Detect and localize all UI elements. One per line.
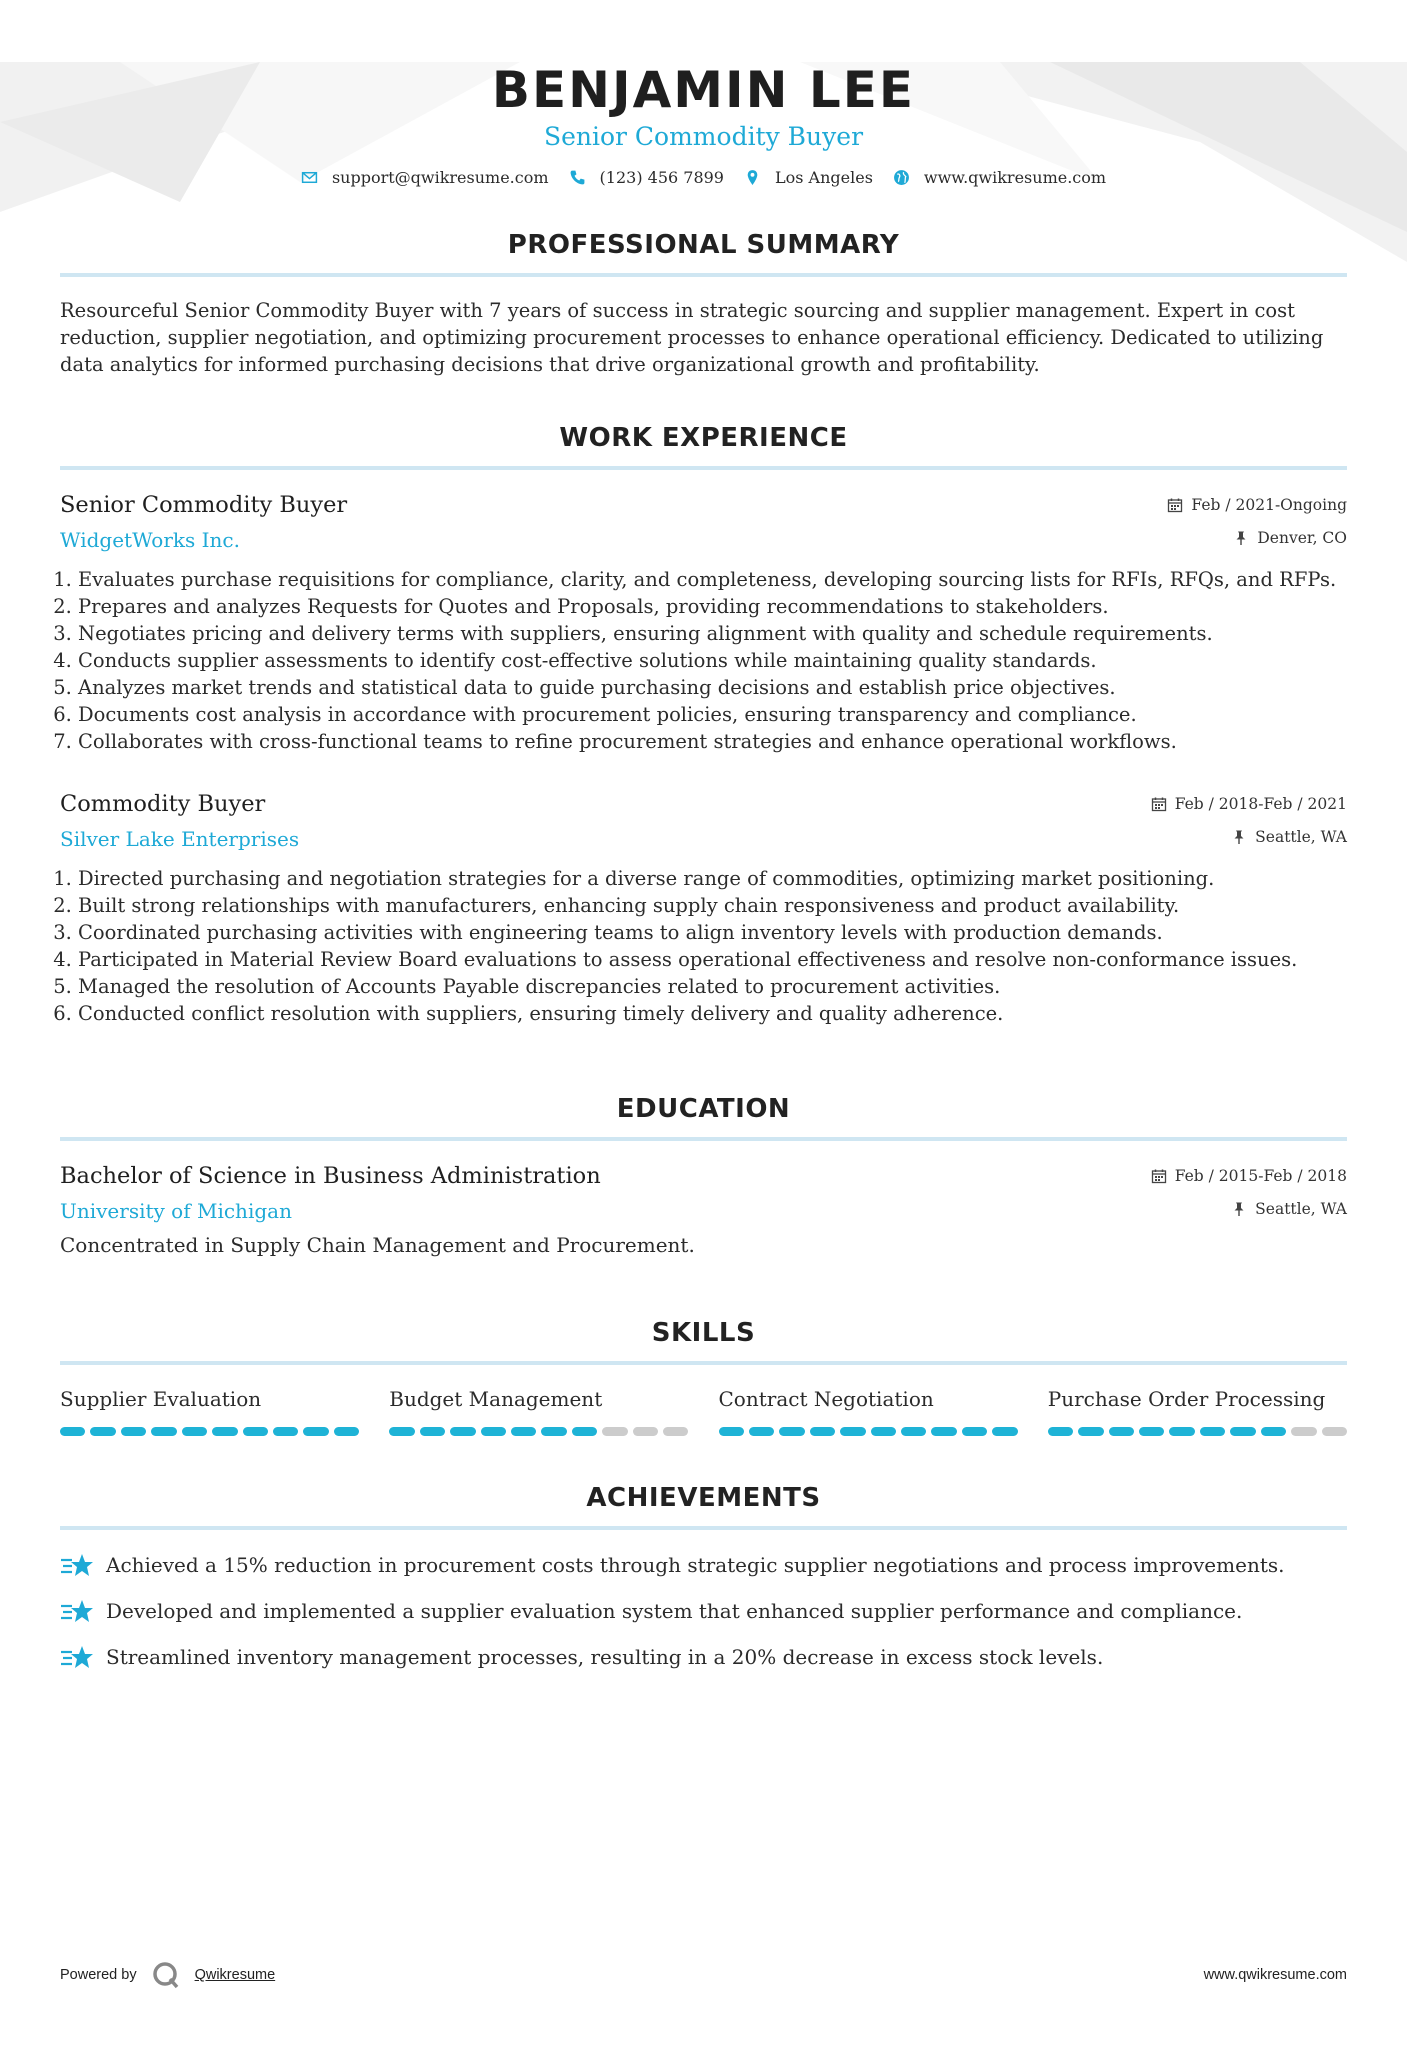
shooting-star-icon <box>60 1550 94 1580</box>
achievements-section <box>60 1482 1347 1672</box>
degree-name: Bachelor of Science in Business Administration <box>60 1163 601 1189</box>
job-dates-text: Feb / 2018-Feb / 2021 <box>1174 795 1347 813</box>
list-item: 4. Conducts supplier assessments to identify cost-effective solutions while maintaining quality standards. <box>78 647 1347 674</box>
skill-segment-filled <box>420 1427 445 1436</box>
summary-text: Resourceful Senior Commodity Buyer with 7 years of success in strategic sourcing and supplier management. Expert in cost reduction, supplier negotiation, and optimizing procurement processes to enhance operational efficiency. Dedicated to utilizing data analytics for informed purchasing decisions that drive organizational growth and profitability. <box>60 299 1324 376</box>
skill-segment-filled <box>749 1427 774 1436</box>
contact-location <box>744 168 873 187</box>
job-entry <box>60 490 1347 755</box>
contact-email[interactable] <box>301 168 549 187</box>
job-responsibilities <box>60 865 1347 1027</box>
qwikresume-logo-icon <box>151 1960 181 1990</box>
education-dates-text: Feb / 2015-Feb / 2018 <box>1174 1167 1347 1185</box>
education-location-text: Seattle, WA <box>1255 1200 1347 1218</box>
summary-section <box>60 229 1347 378</box>
skill-level-bar <box>389 1427 688 1436</box>
footer-website[interactable]: www.qwikresume.com <box>1203 1967 1347 1983</box>
skill-segment-filled <box>779 1427 804 1436</box>
section-divider <box>60 1137 1347 1141</box>
skills-list <box>60 1385 1347 1436</box>
education-location <box>1151 1194 1347 1224</box>
phone-text: (123) 456 7899 <box>599 168 724 187</box>
skill-item <box>719 1385 1018 1436</box>
list-item: 3. Coordinated purchasing activities with engineering teams to align inventory levels with production demands. <box>78 919 1347 946</box>
calendar-icon <box>1151 796 1167 812</box>
contact-row <box>60 168 1347 187</box>
candidate-title: Senior Commodity Buyer <box>543 122 864 151</box>
skill-segment-filled <box>182 1427 207 1436</box>
list-item: 3. Negotiates pricing and delivery terms with suppliers, ensuring alignment with quality and schedule requirements. <box>78 620 1347 647</box>
email-text: support@qwikresume.com <box>331 168 549 187</box>
experience-heading: WORK EXPERIENCE <box>559 423 848 453</box>
skill-segment-empty <box>602 1427 627 1436</box>
skill-segment-empty <box>1322 1427 1347 1436</box>
calendar-icon <box>1167 497 1183 513</box>
list-item: 7. Collaborates with cross-functional teams to refine procurement strategies and enhance operational workflows. <box>78 728 1347 755</box>
skill-segment-filled <box>992 1427 1017 1436</box>
section-divider <box>60 1526 1347 1530</box>
website-text: www.qwikresume.com <box>923 168 1107 187</box>
job-dates-text: Feb / 2021-Ongoing <box>1191 496 1347 514</box>
list-item: 4. Participated in Material Review Board evaluations to assess operational effectiveness and resolve non-conformance issues. <box>78 946 1347 973</box>
job-dates <box>1167 490 1347 520</box>
skill-segment-empty <box>633 1427 658 1436</box>
section-divider <box>60 1361 1347 1365</box>
contact-website[interactable] <box>893 168 1106 187</box>
skill-segment-filled <box>243 1427 268 1436</box>
skill-level-bar <box>60 1427 359 1436</box>
education-entry <box>60 1161 1347 1259</box>
list-item: 1. Evaluates purchase requisitions for compliance, clarity, and completeness, developing sourcing lists for RFIs, RFQs, and RFPs. <box>78 566 1347 593</box>
job-role: Commodity Buyer <box>60 791 266 817</box>
job-location <box>1151 822 1347 852</box>
achievement-text: Streamlined inventory management processes, resulting in a 20% decrease in excess stock levels. <box>106 1645 1104 1669</box>
education-note: Concentrated in Supply Chain Management and Procurement. <box>60 1233 695 1257</box>
map-pin-icon <box>744 169 761 186</box>
list-item: 6. Conducted conflict resolution with suppliers, ensuring timely delivery and quality adherence. <box>78 1000 1347 1027</box>
skills-heading: SKILLS <box>651 1318 756 1348</box>
skill-segment-filled <box>1078 1427 1103 1436</box>
skill-segment-filled <box>303 1427 328 1436</box>
skill-segment-filled <box>90 1427 115 1436</box>
skill-segment-filled <box>962 1427 987 1436</box>
job-dates <box>1151 789 1347 819</box>
envelope-icon <box>301 169 318 186</box>
skill-segment-filled <box>1169 1427 1194 1436</box>
skill-segment-filled <box>273 1427 298 1436</box>
section-divider <box>60 466 1347 470</box>
skill-segment-filled <box>840 1427 865 1436</box>
powered-by <box>60 1960 275 1990</box>
job-company: Silver Lake Enterprises <box>60 827 300 851</box>
list-item: 1. Directed purchasing and negotiation strategies for a diverse range of commodities, optimizing market positioning. <box>78 865 1347 892</box>
job-role: Senior Commodity Buyer <box>60 492 348 518</box>
skill-item <box>389 1385 688 1436</box>
skills-section <box>60 1317 1347 1436</box>
job-responsibilities <box>60 566 1347 755</box>
skill-segment-filled <box>151 1427 176 1436</box>
achievement-text: Achieved a 15% reduction in procurement costs through strategic supplier negotiations and process improvements. <box>106 1553 1285 1577</box>
skill-segment-filled <box>719 1427 744 1436</box>
skill-name: Supplier Evaluation <box>60 1387 262 1411</box>
page-footer <box>60 1960 1347 1990</box>
education-section <box>60 1093 1347 1259</box>
summary-heading: PROFESSIONAL SUMMARY <box>507 230 900 260</box>
skill-segment-filled <box>871 1427 896 1436</box>
education-dates <box>1151 1161 1347 1191</box>
skill-segment-filled <box>1200 1427 1225 1436</box>
job-location-text: Seattle, WA <box>1255 828 1347 846</box>
calendar-icon <box>1151 1168 1167 1184</box>
achievement-item <box>60 1596 1347 1626</box>
job-location-text: Denver, CO <box>1257 529 1347 547</box>
achievements-heading: ACHIEVEMENTS <box>586 1483 821 1513</box>
resume-page <box>0 62 1407 1672</box>
skill-item <box>1048 1385 1347 1436</box>
phone-icon <box>569 169 586 186</box>
shooting-star-icon <box>60 1642 94 1672</box>
pushpin-icon <box>1231 1201 1247 1217</box>
skill-segment-filled <box>1230 1427 1255 1436</box>
section-divider <box>60 273 1347 277</box>
skill-segment-filled <box>481 1427 506 1436</box>
skill-segment-filled <box>121 1427 146 1436</box>
contact-phone[interactable] <box>569 168 724 187</box>
skill-segment-filled <box>511 1427 536 1436</box>
candidate-name: BENJAMIN LEE <box>491 61 916 119</box>
job-company: WidgetWorks Inc. <box>60 528 240 552</box>
skill-segment-filled <box>901 1427 926 1436</box>
powered-by-label: Powered by <box>60 1967 137 1983</box>
job-location <box>1167 523 1347 553</box>
skill-segment-empty <box>1291 1427 1316 1436</box>
skill-level-bar <box>719 1427 1018 1436</box>
list-item: 6. Documents cost analysis in accordance with procurement policies, ensuring transparency and compliance. <box>78 701 1347 728</box>
skill-name: Budget Management <box>389 1387 603 1411</box>
skill-segment-filled <box>212 1427 237 1436</box>
skill-segment-filled <box>1261 1427 1286 1436</box>
shooting-star-icon <box>60 1596 94 1626</box>
job-entry <box>60 789 1347 1027</box>
skill-level-bar <box>1048 1427 1347 1436</box>
skill-segment-filled <box>1139 1427 1164 1436</box>
skill-segment-filled <box>1048 1427 1073 1436</box>
school-name: University of Michigan <box>60 1199 292 1223</box>
skill-segment-filled <box>810 1427 835 1436</box>
achievement-item <box>60 1550 1347 1580</box>
skill-name: Contract Negotiation <box>718 1387 934 1411</box>
skill-segment-empty <box>663 1427 688 1436</box>
experience-section <box>60 422 1347 1027</box>
pushpin-icon <box>1233 530 1249 546</box>
globe-icon <box>893 169 910 186</box>
list-item: 2. Prepares and analyzes Requests for Quotes and Proposals, providing recommendations to stakeholders. <box>78 593 1347 620</box>
achievement-item <box>60 1642 1347 1672</box>
skill-segment-filled <box>931 1427 956 1436</box>
list-item: 2. Built strong relationships with manufacturers, enhancing supply chain responsiveness and product availability. <box>78 892 1347 919</box>
skill-segment-filled <box>1109 1427 1134 1436</box>
list-item: 5. Analyzes market trends and statistical data to guide purchasing decisions and establish price objectives. <box>78 674 1347 701</box>
education-heading: EDUCATION <box>616 1094 791 1124</box>
list-item: 5. Managed the resolution of Accounts Payable discrepancies related to procurement activities. <box>78 973 1347 1000</box>
location-text: Los Angeles <box>774 168 873 187</box>
skill-name: Purchase Order Processing <box>1047 1387 1326 1411</box>
skill-segment-filled <box>334 1427 359 1436</box>
skill-segment-filled <box>60 1427 85 1436</box>
skill-segment-filled <box>541 1427 566 1436</box>
qwikresume-link[interactable]: Qwikresume <box>194 1967 276 1983</box>
skill-item <box>60 1385 359 1436</box>
skill-segment-filled <box>450 1427 475 1436</box>
resume-header <box>60 62 1347 187</box>
achievement-text: Developed and implemented a supplier evaluation system that enhanced supplier performance and compliance. <box>106 1599 1243 1623</box>
skill-segment-filled <box>389 1427 414 1436</box>
skill-segment-filled <box>572 1427 597 1436</box>
pushpin-icon <box>1231 829 1247 845</box>
